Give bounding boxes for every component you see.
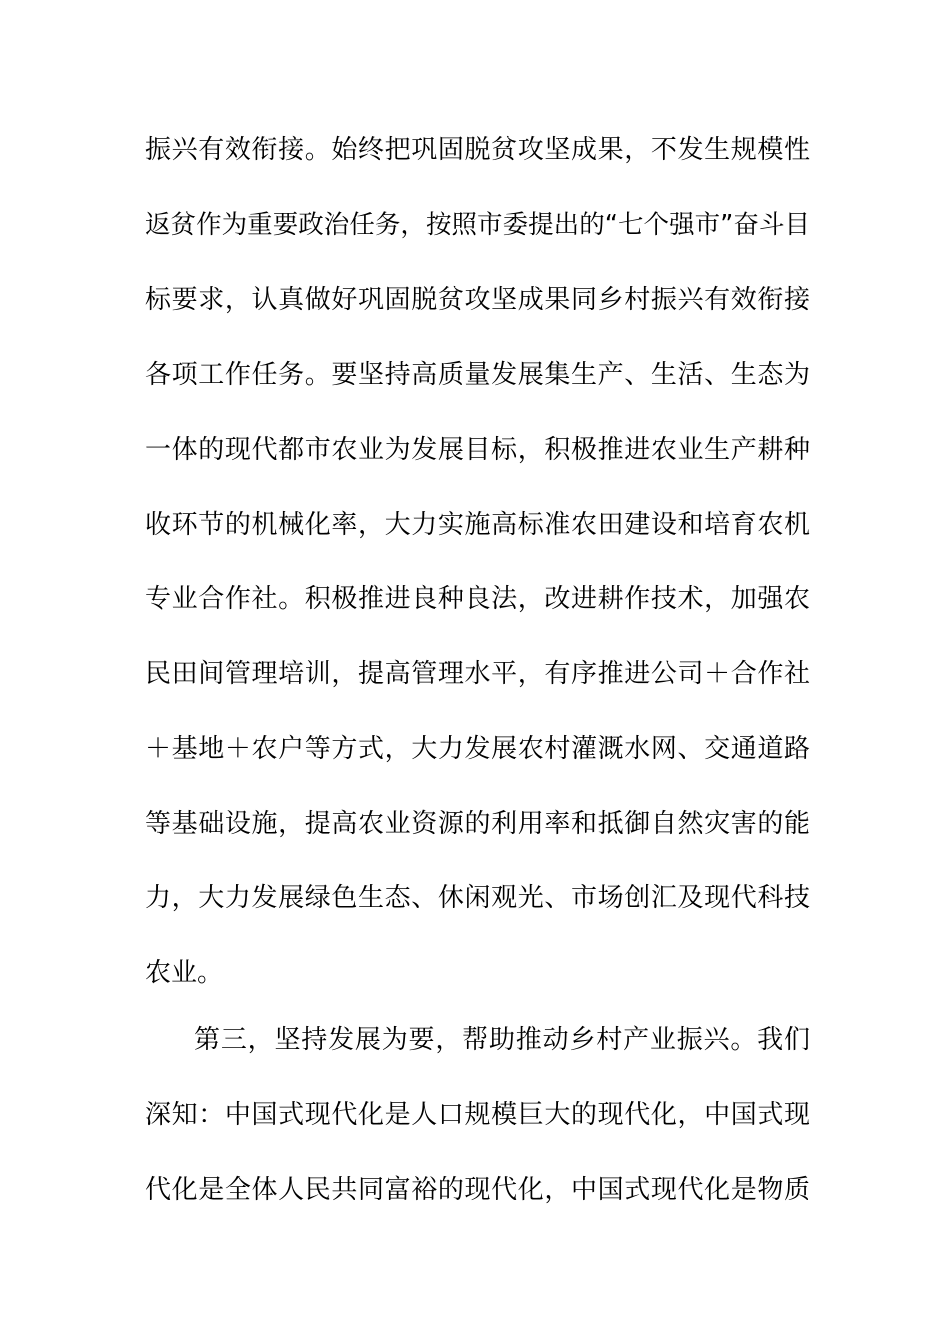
text-line: 振兴有效衔接。始终把巩固脱贫攻坚成果，不发生规模性 <box>145 135 810 165</box>
text-line: 代化是全体人民共同富裕的现代化，中国式现代化是物质 <box>145 1175 810 1205</box>
text-line: 等基础设施，提高农业资源的利用率和抵御自然灾害的能 <box>145 809 810 839</box>
text-line: 收环节的机械化率，大力实施高标准农田建设和培育农机 <box>145 510 810 540</box>
text-line: 标要求，认真做好巩固脱贫攻坚成果同乡村振兴有效衔接 <box>145 285 810 315</box>
text-line: 力，大力发展绿色生态、休闲观光、市场创汇及现代科技 <box>145 883 810 913</box>
paragraph-first-line: 第三，坚持发展为要，帮助推动乡村产业振兴。我们 <box>194 1025 810 1055</box>
text-line: 各项工作任务。要坚持高质量发展集生产、生活、生态为 <box>145 360 810 390</box>
text-line: 返贫作为重要政治任务，按照市委提出的“七个强市”奋斗目 <box>145 210 810 240</box>
text-line: 民田间管理培训，提高管理水平，有序推进公司＋合作社 <box>145 659 810 689</box>
text-line: ＋基地＋农户等方式，大力发展农村灌溉水网、交通道路 <box>145 734 810 764</box>
text-line: 一体的现代都市农业为发展目标，积极推进农业生产耕种 <box>145 435 810 465</box>
text-line: 深知：中国式现代化是人口规模巨大的现代化，中国式现 <box>145 1100 810 1130</box>
text-line: 农业。 <box>145 958 224 988</box>
text-line: 专业合作社。积极推进良种良法，改进耕作技术，加强农 <box>145 584 810 614</box>
